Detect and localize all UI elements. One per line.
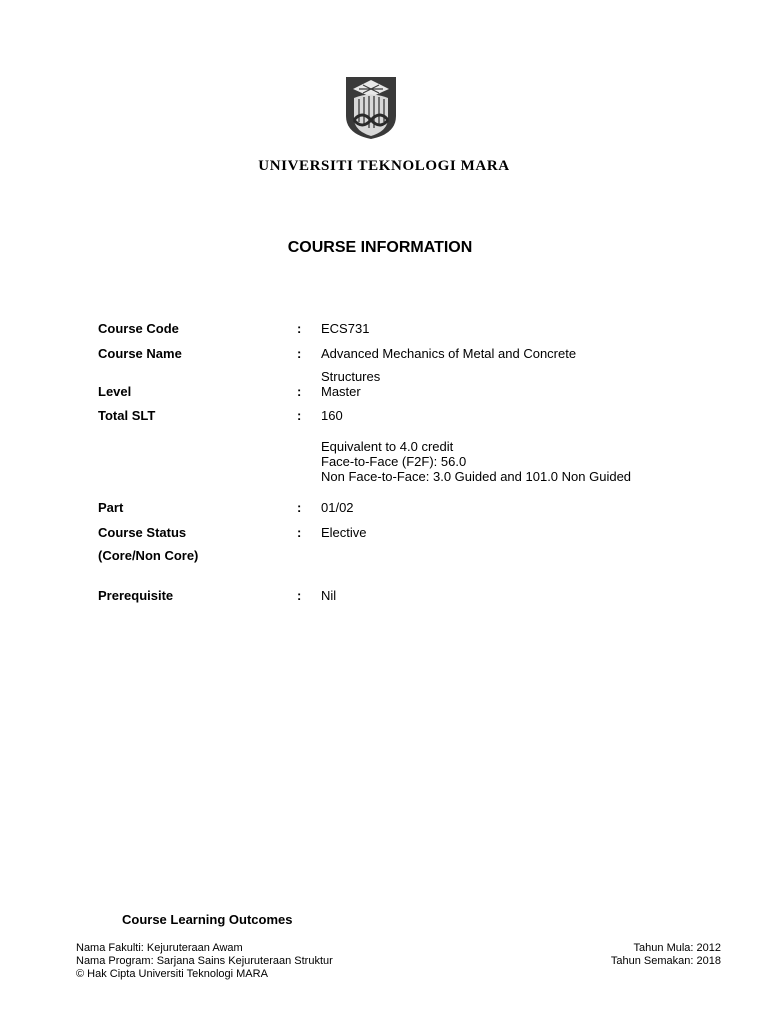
prerequisite-colon: : [297,588,302,603]
footer-program: Nama Program: Sarjana Sains Kejuruteraan Struktur [76,955,333,967]
prerequisite-label: Prerequisite [98,588,174,603]
part-label: Part [98,500,124,515]
university-name: UNIVERSITI TEKNOLOGI MARA [258,158,510,174]
level-colon: : [297,384,302,399]
course-name-value-continued: Structures [321,369,381,384]
footer-faculty: Nama Fakulti: Kejuruteraan Awam [76,942,243,954]
non-face-to-face-hours: Non Face-to-Face: 3.0 Guided and 101.0 Non Guided [321,469,632,484]
course-name-colon: : [297,346,302,361]
course-status-label: Course Status [98,525,187,540]
course-code-colon: : [297,321,302,336]
prerequisite-value: Nil [321,588,337,603]
credit-equivalent: Equivalent to 4.0 credit [321,439,454,454]
footer-year-start: Tahun Mula: 2012 [633,942,721,954]
course-status-label-note: (Core/Non Core) [98,548,199,563]
course-code-value: ECS731 [321,321,370,336]
total-slt-value: 160 [321,408,343,423]
part-value: 01/02 [321,500,354,515]
page-title: COURSE INFORMATION [287,239,473,256]
course-status-colon: : [297,525,302,540]
total-slt-label: Total SLT [98,408,156,423]
total-slt-colon: : [297,408,302,423]
level-value: Master [321,384,361,399]
level-label: Level [98,384,132,399]
course-code-label: Course Code [98,321,179,336]
footer-year-revised: Tahun Semakan: 2018 [610,955,721,967]
course-status-value: Elective [321,525,367,540]
face-to-face-hours: Face-to-Face (F2F): 56.0 [321,454,467,469]
footer-copyright: © Hak Cipta Universiti Teknologi MARA [76,968,268,980]
course-learning-outcomes-heading: Course Learning Outcomes [122,912,293,927]
course-name-value: Advanced Mechanics of Metal and Concrete [321,346,577,361]
course-name-label: Course Name [98,346,182,361]
part-colon: : [297,500,302,515]
university-crest-logo [345,76,397,140]
